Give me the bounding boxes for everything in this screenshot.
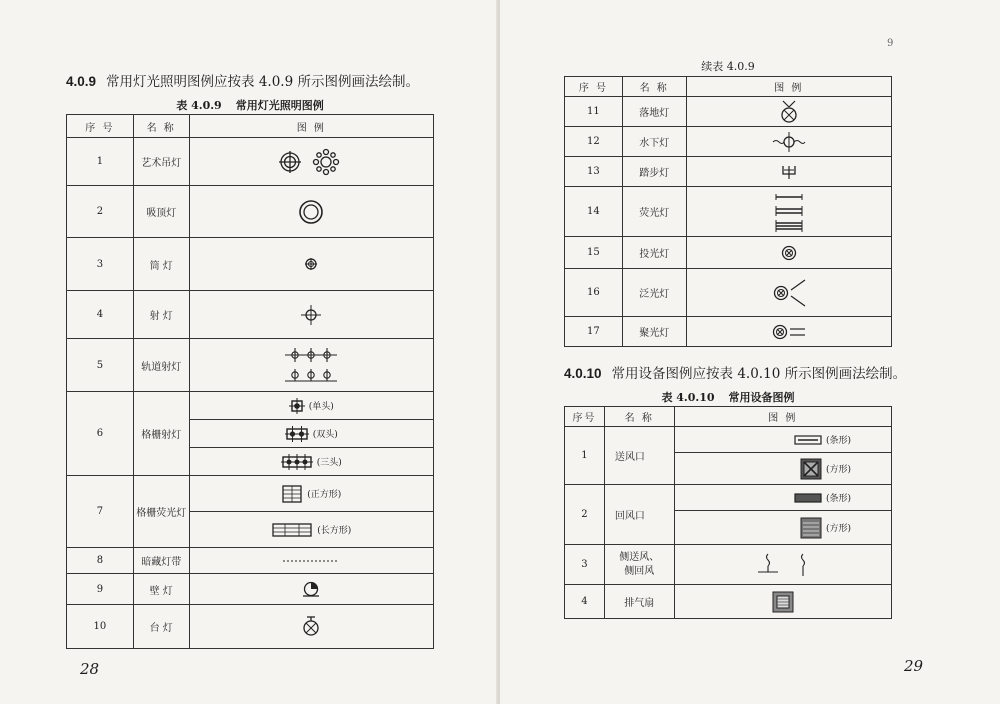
table-caption — [66, 97, 434, 113]
caption-title: 常用设备图例 — [728, 391, 795, 404]
header-name: 名 称 — [133, 115, 189, 138]
section-heading-4-0-10 — [564, 362, 906, 382]
header-legend: 图 例 — [686, 77, 891, 97]
side-supply-return-symbol — [674, 545, 891, 585]
return-vent-square-icon — [800, 517, 822, 539]
variant-label: (正方形) — [307, 490, 342, 500]
grille-spotlight-single-symbol — [189, 392, 433, 420]
header-name: 名 称 — [604, 407, 674, 427]
return-vent-strip-symbol — [674, 485, 891, 511]
row-index: 1 — [67, 138, 134, 186]
exhaust-fan-symbol — [674, 585, 891, 619]
variant-label: (双头) — [312, 430, 338, 440]
table-row — [565, 545, 892, 585]
variant-label: (方形) — [825, 465, 851, 475]
supply-vent-square-symbol — [674, 453, 891, 485]
supply-vent-strip-icon — [794, 435, 822, 445]
row-index: 3 — [565, 545, 605, 585]
underwater-light-symbol — [686, 127, 891, 157]
row-index: 5 — [67, 339, 134, 392]
art-chandelier-icon — [276, 145, 346, 179]
grille-spotlight-triple-symbol — [189, 448, 433, 476]
row-name: 回风口 — [604, 485, 674, 545]
row-name: 台 灯 — [133, 605, 189, 649]
track-spotlight-icon — [283, 343, 339, 387]
row-index: 6 — [67, 392, 134, 476]
row-name-line1: 侧送风、 — [619, 551, 660, 563]
header-index: 序 号 — [67, 115, 134, 138]
row-name: 水下灯 — [622, 127, 686, 157]
row-index: 13 — [565, 157, 623, 187]
exhaust-fan-icon — [772, 591, 794, 613]
row-index: 10 — [67, 605, 134, 649]
supply-vent-strip-symbol — [674, 427, 891, 453]
ceiling-light-symbol — [189, 186, 433, 238]
caption-number: 表 4.0.10 — [661, 391, 715, 404]
row-name: 筒 灯 — [133, 238, 189, 291]
variant-label: (方形) — [825, 524, 851, 534]
row-name: 壁 灯 — [133, 574, 189, 605]
header-legend: 图 例 — [189, 115, 433, 138]
table-row — [565, 187, 892, 237]
side-vent-icon — [748, 550, 818, 580]
lighting-legend-table-continued — [564, 76, 892, 347]
equipment-legend-table — [564, 406, 892, 619]
hidden-light-strip-symbol — [189, 548, 433, 574]
header-index: 序号 — [565, 407, 605, 427]
row-name: 轨道射灯 — [133, 339, 189, 392]
grille-spotlight-single-icon — [289, 398, 305, 414]
table-row — [67, 186, 434, 238]
art-chandelier-symbol — [189, 138, 433, 186]
row-name: 艺术吊灯 — [133, 138, 189, 186]
grille-fluorescent-square-symbol — [189, 476, 433, 512]
step-light-icon — [780, 163, 798, 181]
table-row — [67, 548, 434, 574]
table-row — [67, 574, 434, 605]
table-header-row — [67, 115, 434, 138]
row-index: 8 — [67, 548, 134, 574]
table-row — [67, 291, 434, 339]
table-header-row — [565, 77, 892, 97]
table-row — [67, 138, 434, 186]
table-row — [565, 97, 892, 127]
caption-number: 表 4.0.9 — [176, 99, 222, 112]
row-name: 荧光灯 — [622, 187, 686, 237]
row-name-line2: 侧回风 — [624, 565, 655, 577]
row-index: 12 — [565, 127, 623, 157]
return-vent-square-symbol — [674, 511, 891, 545]
downlight-icon — [303, 256, 319, 272]
underwater-light-icon — [772, 130, 806, 154]
table-row — [565, 317, 892, 347]
row-name: 排气扇 — [604, 585, 674, 619]
row-index: 15 — [565, 237, 623, 269]
grille-spotlight-double-icon — [285, 426, 309, 442]
table-row — [67, 605, 434, 649]
return-vent-strip-icon — [794, 493, 822, 503]
row-index: 2 — [67, 186, 134, 238]
spotlight-icon — [299, 303, 323, 327]
table-row — [565, 585, 892, 619]
grille-fluorescent-rect-icon — [271, 522, 313, 538]
grille-fluorescent-rect-symbol — [189, 512, 433, 548]
row-name: 射 灯 — [133, 291, 189, 339]
variant-label: (条形) — [825, 494, 851, 504]
table-lamp-symbol — [189, 605, 433, 649]
downlight-symbol — [189, 238, 433, 291]
table-row — [67, 339, 434, 392]
wash-light-icon — [769, 276, 809, 310]
row-index: 16 — [565, 269, 623, 317]
corner-mark: 9 — [887, 38, 894, 49]
header-index: 序 号 — [565, 77, 623, 97]
row-name: 格栅射灯 — [133, 392, 189, 476]
spotlight-focus-icon — [771, 323, 807, 341]
floor-lamp-symbol — [686, 97, 891, 127]
table-row — [67, 238, 434, 291]
ceiling-light-icon — [296, 197, 326, 227]
row-index: 2 — [565, 485, 605, 545]
row-index: 11 — [565, 97, 623, 127]
right-page — [500, 0, 1000, 704]
spotlight-symbol — [189, 291, 433, 339]
table-row — [565, 127, 892, 157]
header-legend: 图 例 — [674, 407, 891, 427]
row-name: 落地灯 — [622, 97, 686, 127]
row-index: 1 — [565, 427, 605, 485]
row-index: 4 — [67, 291, 134, 339]
row-index: 9 — [67, 574, 134, 605]
heading-number: 4.0.10 — [564, 366, 602, 381]
row-name: 送风口 — [604, 427, 674, 485]
table-row — [67, 476, 434, 512]
variant-label: (三头) — [316, 458, 342, 468]
table-row — [565, 427, 892, 453]
row-name: 吸顶灯 — [133, 186, 189, 238]
table-header-row — [565, 407, 892, 427]
variant-label: (条形) — [825, 436, 851, 446]
wall-lamp-symbol — [189, 574, 433, 605]
row-name: 暗藏灯带 — [133, 548, 189, 574]
grille-spotlight-double-symbol — [189, 420, 433, 448]
table-lamp-icon — [300, 615, 322, 639]
row-name: 聚光灯 — [622, 317, 686, 347]
heading-text: 常用设备图例应按表 4.0.10 所示图例画法绘制。 — [611, 366, 907, 382]
row-index: 14 — [565, 187, 623, 237]
heading-number: 4.0.9 — [66, 74, 97, 89]
table-caption-continued: 续表 4.0.9 — [701, 60, 755, 73]
page-number-left: 28 — [80, 660, 100, 678]
row-name — [604, 545, 674, 585]
spotlight-focus-symbol — [686, 317, 891, 347]
table-row — [565, 485, 892, 511]
grille-spotlight-triple-icon — [281, 454, 313, 470]
table-row — [565, 269, 892, 317]
row-name: 格栅荧光灯 — [133, 476, 189, 548]
row-index: 3 — [67, 238, 134, 291]
dashed-line-icon — [283, 558, 339, 564]
caption-title: 常用灯光照明图例 — [235, 99, 324, 112]
header-name: 名 称 — [622, 77, 686, 97]
grille-fluorescent-square-icon — [281, 484, 303, 504]
heading-text: 常用灯光照明图例应按表 4.0.9 所示图例画法绘制。 — [106, 74, 419, 90]
wash-light-symbol — [686, 269, 891, 317]
row-index: 7 — [67, 476, 134, 548]
floodlight-symbol — [686, 237, 891, 269]
section-heading-4-0-9 — [66, 70, 419, 90]
table-row — [67, 392, 434, 420]
step-light-symbol — [686, 157, 891, 187]
row-name: 投光灯 — [622, 237, 686, 269]
page-number-right: 29 — [904, 657, 924, 675]
fluorescent-light-icon — [773, 192, 805, 232]
table-caption-4-0-10 — [564, 389, 892, 405]
supply-vent-square-icon — [800, 458, 822, 480]
row-index: 4 — [565, 585, 605, 619]
fluorescent-light-symbol — [686, 187, 891, 237]
lighting-legend-table — [66, 114, 434, 649]
table-row — [565, 157, 892, 187]
wall-lamp-icon — [301, 579, 321, 599]
row-name: 踏步灯 — [622, 157, 686, 187]
row-index: 17 — [565, 317, 623, 347]
track-spotlight-symbol — [189, 339, 433, 392]
table-row — [565, 237, 892, 269]
floodlight-icon — [780, 244, 798, 262]
row-name: 泛光灯 — [622, 269, 686, 317]
variant-label: (单头) — [308, 402, 334, 412]
variant-label: (长方形) — [317, 526, 352, 536]
left-page — [0, 0, 498, 704]
floor-lamp-icon — [777, 99, 801, 125]
